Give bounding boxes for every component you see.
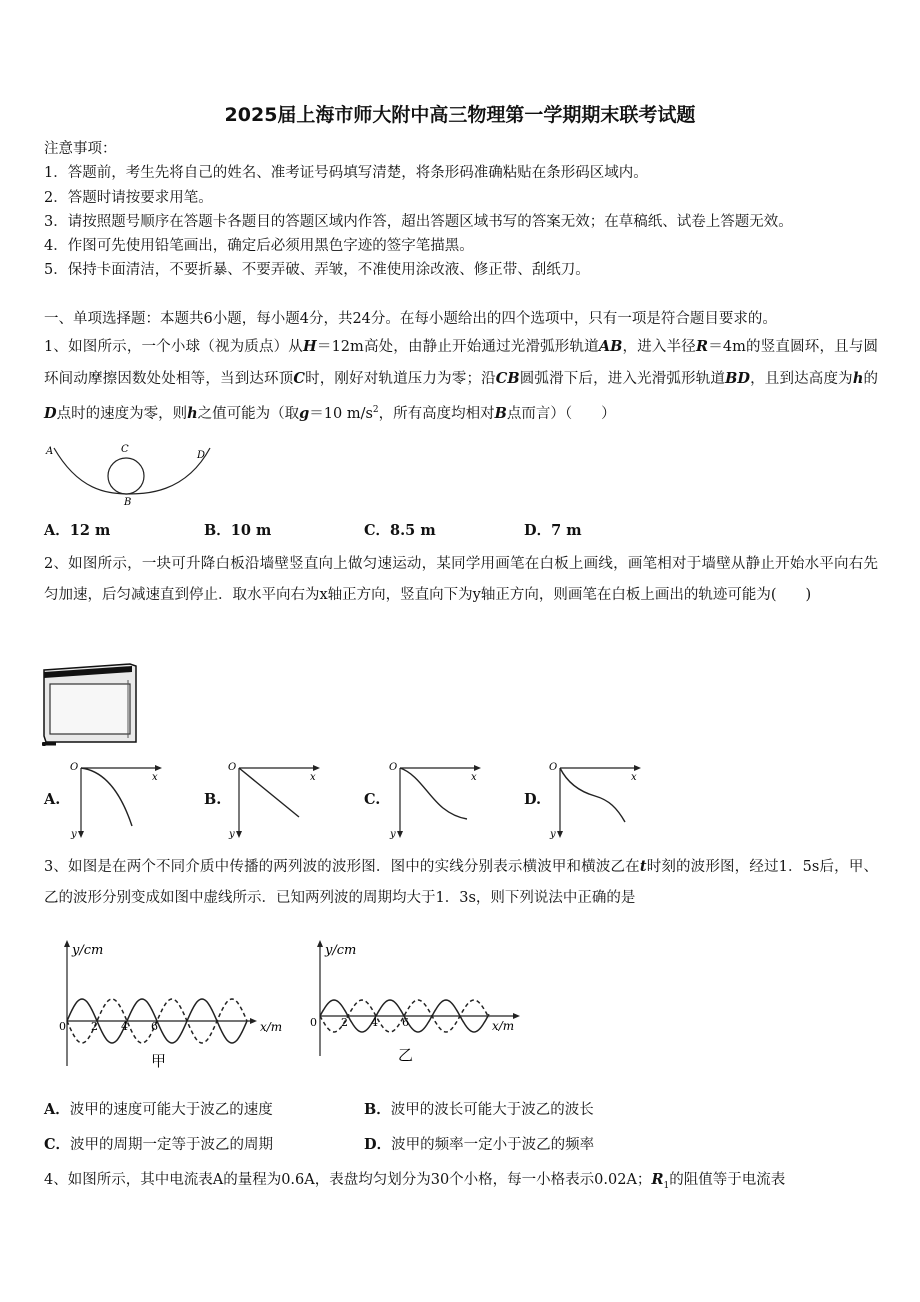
- question-4-text: 4、如图所示，其中电流表A的量程为0.6A，表盘均匀划分为30个小格，每一小格表示0.02A；$R_1$的阻值等于电流表: [44, 1171, 786, 1191]
- trajectory-curve: [400, 768, 467, 819]
- q2-graph-b: [222, 758, 322, 840]
- svg-text:x/m: x/m: [492, 1019, 515, 1033]
- question-1-text: 1、如图所示，一个小球（视为质点）从H＝12m高处，由静止开始通过光滑弧形轨道AB，进入半径R＝4m的竖直圆环，且与圆环间动摩擦因数处处相等，当到达环顶C时，刚好对轨道压力为零；沿CB圆弧滑下后，进入光滑弧形轨道BD，且到达高度为h的D点时的速度为零，则h之值可能为（取g＝10 $m/s^2$，所有高度均相对B点而言）（ ）: [44, 338, 879, 422]
- q1-option-a[interactable]: A．12 m: [44, 522, 111, 539]
- svg-text:y/cm: y/cm: [325, 943, 357, 958]
- wave-graph-jia: [48, 936, 298, 1076]
- svg-text:x/m: x/m: [260, 1020, 283, 1034]
- wave-graph-yi: [304, 936, 544, 1066]
- svg-text:y/cm: y/cm: [72, 943, 104, 958]
- trajectory-curve: [560, 768, 625, 822]
- q2-option-c[interactable]: C.: [364, 791, 381, 808]
- svg-text:y: y: [71, 829, 77, 840]
- svg-text:6: 6: [151, 1020, 158, 1033]
- trajectory-curve: [81, 768, 132, 826]
- svg-text:4: 4: [121, 1020, 128, 1033]
- label-a: A: [46, 446, 54, 457]
- question-3-text: 3、如图是在两个不同介质中传播的两列波的波形图．图中的实线分别表示横波甲和横波乙在t时刻的波形图，经过1．5s后，甲、乙的波形分别变成如图中虚线所示．已知两列波的周期均大于1．3s，则下列说法中正确的是: [44, 858, 878, 906]
- notice-item: 1．答题前，考生先将自己的姓名、准考证号码填写清楚，将条形码准确粘贴在条形码区域内。: [44, 165, 648, 181]
- notice-item: 3．请按照题号顺序在答题卡各题目的答题区域内作答，超出答题区域书写的答案无效；在草稿纸、试卷上答题无效。: [44, 214, 793, 230]
- q1-option-d[interactable]: D．7 m: [524, 522, 582, 539]
- track-loop-figure: [40, 438, 220, 510]
- svg-text:2: 2: [341, 1016, 348, 1029]
- q3-option-a[interactable]: A．波甲的速度可能大于波乙的速度: [44, 1101, 273, 1118]
- whiteboard-figure: [42, 662, 138, 746]
- trajectory-curve: [239, 768, 299, 817]
- q2-graph-a: [64, 758, 164, 840]
- notice-item: 4．作图可先使用铅笔画出，确定后必须用黑色字迹的签字笔描黑。: [44, 238, 474, 254]
- svg-text:4: 4: [371, 1016, 378, 1029]
- q3-option-b[interactable]: B．波甲的波长可能大于波乙的波长: [364, 1101, 594, 1118]
- q2-option-d[interactable]: D.: [524, 791, 542, 808]
- svg-text:x: x: [310, 772, 316, 783]
- notice-item: 5．保持卡面清洁，不要折暴、不要弄破、弄皱，不准使用涂改液、修正带、刮纸刀。: [44, 262, 590, 278]
- svg-text:y: y: [390, 829, 396, 840]
- notice-item: 2．答题时请按要求用笔。: [44, 190, 213, 206]
- svg-text:x: x: [471, 772, 477, 783]
- svg-text:O: O: [228, 762, 237, 773]
- q2-graph-c: [383, 758, 483, 840]
- q3-option-d[interactable]: D．波甲的频率一定小于波乙的频率: [364, 1136, 595, 1153]
- svg-text:O: O: [389, 762, 398, 773]
- section-heading: 一、单项选择题：本题共6小题，每小题4分，共24分。在每小题给出的四个选项中，只有一项是符合题目要求的。: [44, 311, 777, 327]
- svg-text:2: 2: [91, 1020, 98, 1033]
- svg-text:y: y: [550, 829, 556, 840]
- q2-option-b[interactable]: B.: [204, 791, 222, 808]
- question-2-text: 2、如图所示，一块可升降白板沿墙壁竖直向上做匀速运动，某同学用画笔在白板上画线，画笔相对于墙壁从静止开始水平向右先匀加速，后匀减速直到停止．取水平向右为x轴正方向，竖直向下为y轴正方向，则画笔在白板上画出的轨迹可能为( ): [44, 556, 878, 603]
- label-c: C: [121, 444, 129, 455]
- label-b: B: [124, 497, 132, 508]
- q1-option-b[interactable]: B．10 m: [204, 522, 272, 539]
- notice-heading: 注意事项：: [44, 141, 117, 157]
- svg-text:O: O: [549, 762, 558, 773]
- circular-loop: [108, 458, 144, 494]
- svg-text:x: x: [631, 772, 637, 783]
- q2-option-a[interactable]: A.: [44, 791, 61, 808]
- graph-caption-yi: 乙: [398, 1046, 414, 1064]
- svg-text:0: 0: [310, 1016, 317, 1029]
- svg-text:0: 0: [59, 1020, 66, 1033]
- q1-option-c[interactable]: C．8.5 m: [364, 522, 436, 539]
- graph-caption-jia: 甲: [151, 1052, 167, 1070]
- page-title: 2025届上海市师大附中高三物理第一学期期末联考试题: [224, 104, 696, 126]
- q3-option-c[interactable]: C．波甲的周期一定等于波乙的周期: [44, 1136, 274, 1153]
- svg-text:6: 6: [402, 1016, 409, 1029]
- label-d: D: [197, 450, 206, 461]
- svg-text:x: x: [152, 772, 158, 783]
- svg-text:O: O: [70, 762, 79, 773]
- q2-graph-d: [543, 758, 643, 840]
- arc-track: [54, 448, 210, 494]
- svg-text:y: y: [229, 829, 235, 840]
